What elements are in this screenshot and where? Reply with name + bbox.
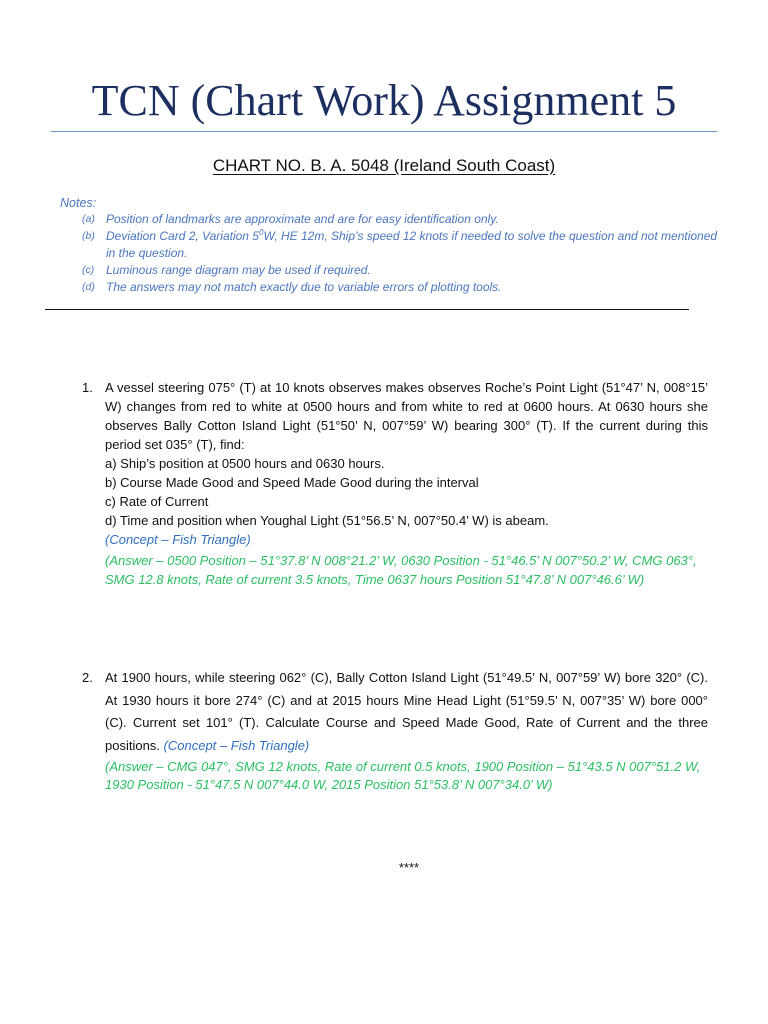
- concept-note: (Concept – Fish Triangle): [163, 737, 310, 753]
- notes-label: Notes:: [60, 196, 97, 210]
- note-item: [60, 228, 720, 262]
- question-number: 2.: [82, 670, 93, 685]
- note-item: [60, 279, 720, 296]
- note-text: Luminous range diagram may be used if required.: [106, 263, 371, 277]
- question-number: 1.: [82, 380, 93, 395]
- note-item: [60, 262, 720, 279]
- note-tag: (a): [82, 213, 95, 225]
- concept-note: (Concept – Fish Triangle): [105, 532, 251, 547]
- note-tag: (b): [82, 230, 95, 242]
- notes-section: [60, 195, 720, 296]
- note-tag: (c): [82, 264, 95, 276]
- note-tag: (d): [82, 281, 95, 293]
- question-part: d) Time and position when Youghal Light (51°56.5’ N, 007°50.4’ W) is abeam.: [105, 513, 549, 528]
- question-intro: A vessel steering 075° (T) at 10 knots observes makes observes Roche’s Point Light (51°47’ N, 008°15’ W) changes from red to white at 0500 hours and from white to red at 0600 hours. At 0630 hours she observes Bally Cotton Island Light (51°50’ N, 007°59’ W) bearing 300° (T). If the current during this period set 035° (T), find:: [105, 380, 708, 452]
- chart-subtitle-text: CHART NO. B. A. 5048 (Ireland South Coast): [212, 156, 556, 175]
- question-part: c) Rate of Current: [105, 494, 209, 509]
- question-part: a) Ship’s position at 0500 hours and 0630 hours.: [105, 456, 385, 471]
- question-intro: At 1900 hours, while steering 062° (C), Bally Cotton Island Light (51°49.5’ N, 007°59’ W) bore 320° (C). At 1930 hours it bore 274° (C) and at 2015 hours Mine Head Light (51°59.5’ N, 007°35’ W) bore 000° (C). Current set 101° (T). Calculate Course and Speed Made Good, Rate of Current and the three positions. (Concept – Fish Triangle): [105, 670, 708, 753]
- note-text: The answers may not match exactly due to variable errors of plotting tools.: [106, 280, 502, 294]
- note-text: Deviation Card 2, Variation $5^0W$, HE 12m, Ship’s speed 12 knots if needed to solve the question and not mentioned in the question.: [106, 228, 718, 260]
- answer-text: (Answer – 0500 Position – 51°37.8’ N 008°21.2’ W, 0630 Position - 51°46.5’ N 007°50.2’ W, CMG 063°, SMG 12.8 knots, Rate of current 3.5 knots, Time 0637 hours Position 51°47.8’ N 007°46.6’ W): [105, 553, 697, 587]
- chart-subtitle: [0, 155, 768, 177]
- end-marker: ****: [398, 860, 420, 875]
- answer-text: (Answer – CMG 047°, SMG 12 knots, Rate of current 0.5 knots, 1900 Position – 51°43.5 N 007°51.2 W, 1930 Position - 51°47.5 N 007°44.0 W, 2015 Position 51°53.8’ N 007°34.0’ W): [105, 759, 701, 792]
- question-1: [82, 378, 708, 589]
- page-title: TCN (Chart Work) Assignment 5: [91, 76, 677, 125]
- question-2: [82, 667, 708, 794]
- title-divider: [51, 131, 717, 132]
- notes-divider: [45, 309, 689, 310]
- note-item: [60, 211, 720, 228]
- superscript: 0: [258, 228, 264, 237]
- question-part: b) Course Made Good and Speed Made Good during the interval: [105, 475, 479, 490]
- note-text: Position of landmarks are approximate and are for easy identification only.: [106, 212, 499, 226]
